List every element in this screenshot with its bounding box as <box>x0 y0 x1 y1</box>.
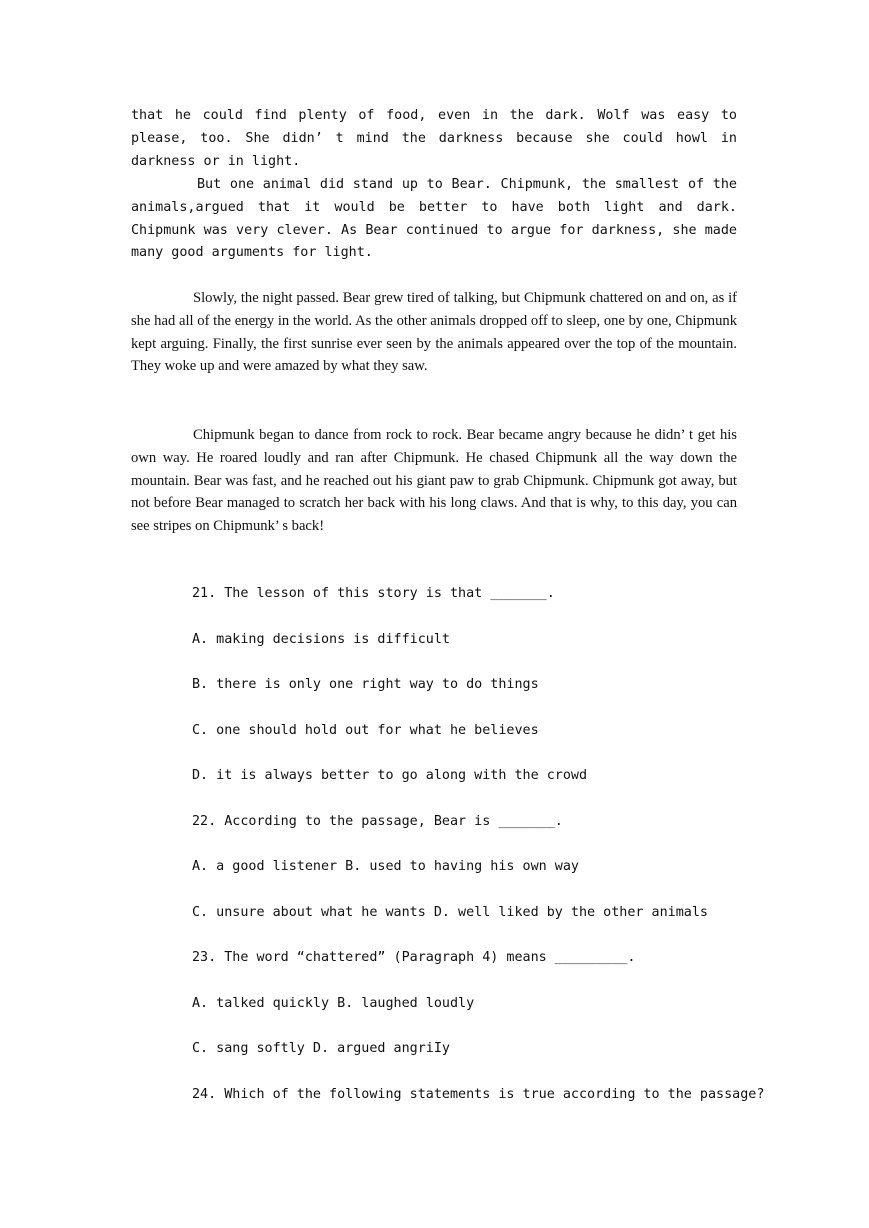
q21-option-d: D. it is always better to go along with the crowd <box>192 768 588 783</box>
question-23: 23. The word “chattered” (Paragraph 4) means _________. <box>192 950 636 965</box>
question-22: 22. According to the passage, Bear is _______. <box>192 814 563 829</box>
q23-options-cd: C. sang softly D. argued angriIy <box>192 1041 450 1056</box>
q21-option-c: C. one should hold out for what he believes <box>192 723 539 738</box>
paragraph-1: that he could find plenty of food, even in the dark. Wolf was easy to please, too. She didn’ t mind the darkness because she could howl in darkness or in light. <box>131 108 737 169</box>
q21-option-b: B. there is only one right way to do things <box>192 677 539 692</box>
question-21: 21. The lesson of this story is that _______. <box>192 586 555 601</box>
q22-options-ab: A. a good listener B. used to having his own way <box>192 859 579 874</box>
q21-option-a: A. making decisions is difficult <box>192 632 450 647</box>
paragraph-3: Slowly, the night passed. Bear grew tired of talking, but Chipmunk chattered on and on, as if she had all of the energy in the world. As the other animals dropped off to sleep, one by one, Chipmunk kept arguing. Finally, the first sunrise ever seen by the animals appeared over the top of the mountain. They woke up and were amazed by what they saw. <box>131 290 737 375</box>
q23-options-ab: A. talked quickly B. laughed loudly <box>192 996 475 1011</box>
question-24: 24. Which of the following statements is true according to the passage? <box>192 1087 765 1102</box>
paragraph-2: But one animal did stand up to Bear. Chipmunk, the smallest of the animals,argued that it would be better to have both light and dark. Chipmunk was very clever. As Bear continued to argue for darkness, she made many good arguments for light. <box>131 177 737 261</box>
paragraph-4: Chipmunk began to dance from rock to rock. Bear became angry because he didn’ t get his own way. He roared loudly and ran after Chipmunk. He chased Chipmunk all the way down the mountain. Bear was fast, and he reached out his giant paw to grab Chipmunk. Chipmunk got away, but not before Bear managed to scratch her back with his long claws. And that is why, to this day, you can see stripes on Chipmunk’ s back! <box>131 427 737 535</box>
q22-options-cd: C. unsure about what he wants D. well liked by the other animals <box>192 905 708 920</box>
